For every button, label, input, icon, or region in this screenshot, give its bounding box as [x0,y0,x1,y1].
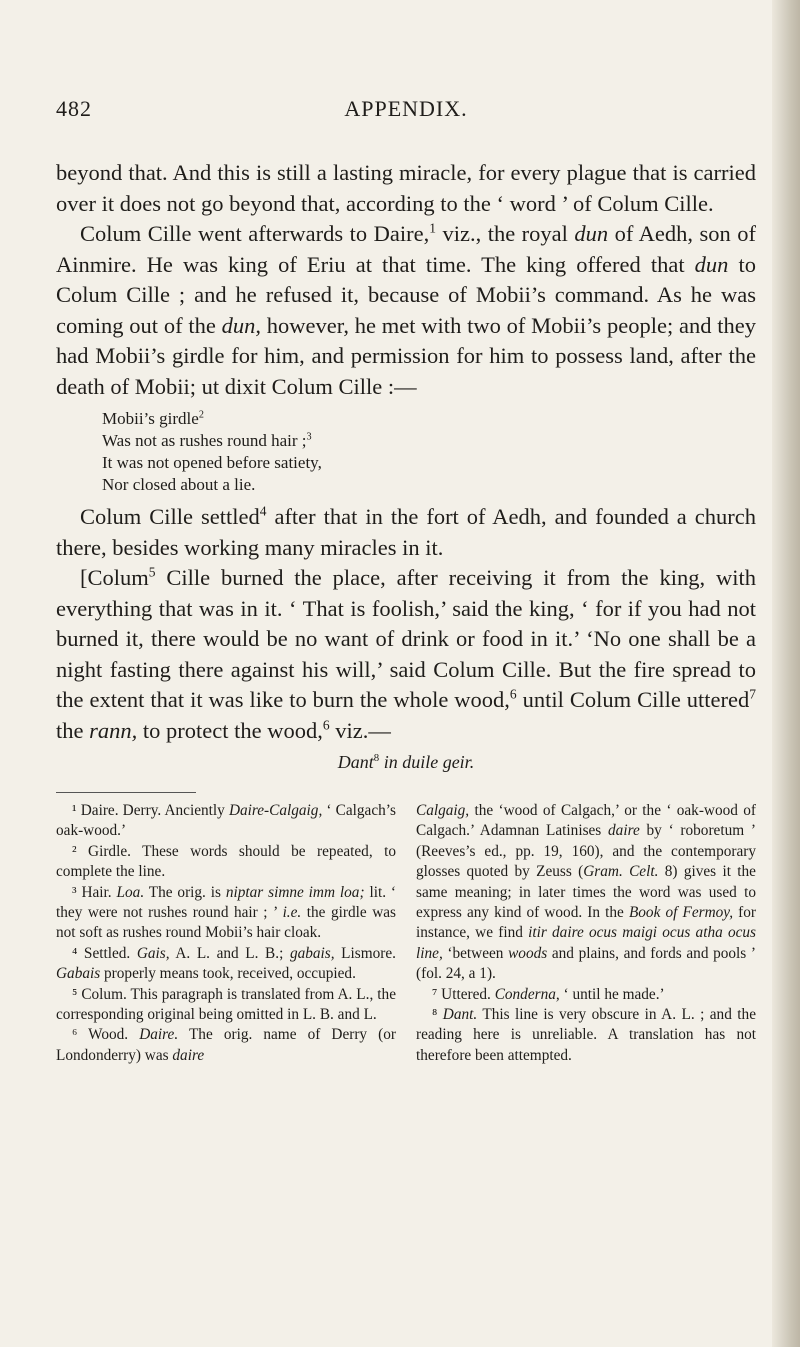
text-run: Was not as rushes round hair ; [102,431,307,450]
text-run: for instance, we find [416,904,756,942]
text-run: ‘between [442,944,509,962]
italic-term: woods [508,944,548,962]
footnote-ref: 2 [198,409,204,421]
footnote-ref: 8 [373,752,380,764]
text-run: The orig. is [144,883,226,901]
italic-term: dun, [221,312,261,338]
text-run: Colum Cille went afterwards to Daire, [80,221,430,246]
footnote-7 [416,985,756,1005]
footnote-1 [56,801,396,842]
text-run: in duile geir. [379,752,475,772]
verse-line: Nor closed about a lie. [102,475,256,494]
verse-line: It was not opened before satiety, [102,453,322,472]
text-run: ‘ until he made.’ [559,985,665,1003]
footnote-6-continued [416,801,756,985]
italic-term: Conderna, [494,985,560,1003]
footnote-ref: 6 [509,686,517,702]
italic-term: itir daire ocus maigi ocus atha ocus line, [416,924,756,962]
verse-quote [102,408,756,496]
text-run: [Colum [80,565,149,590]
text-run: ‘ Calgach’s oak-wood.’ [56,802,396,840]
italic-term: Gabais [56,965,101,983]
text-run: This line is very obscure in A. L. ; and the reading here is unreliable. A translation has not therefore been attempted. [416,1006,756,1064]
italic-term: Loa. [116,883,145,901]
text-run: until Colum Cille uttered [516,687,750,712]
footnote-ref: 5 [148,564,156,580]
italic-term: daire [608,822,640,840]
page-edge-shadow [772,0,800,1347]
text-run: to protect the wood, [137,717,323,743]
main-text [56,158,756,776]
verse-line [102,408,756,430]
footnote-ref: 7 [749,686,757,702]
text-run: ¹ Daire. Derry. Anciently [72,802,229,819]
text-run: of Aedh, son of Ainmire. He was king of Eriu at that time. The king offered that [56,221,756,277]
text-run: viz., the royal [435,221,575,246]
running-head: APPENDIX. [344,96,468,121]
italic-term: Dant. [442,1006,478,1024]
footnotes-right-column [416,801,756,1066]
text-run: the girdle was not soft as rushes round Mobii’s hair cloak. [56,904,396,942]
italic-term: dun [694,251,729,277]
text-run: after that in the fort of Aedh, and founded a church there, besides working many miracles in it. [56,504,756,560]
verse-fragment [56,748,756,776]
paragraph-4 [56,563,756,746]
text-run: viz.— [329,717,391,743]
text-run: Lismore. [334,944,396,962]
text-run: Mobii’s girdle [102,409,199,428]
italic-term: i.e. [282,904,302,922]
text-run: by ‘ roboretum ’ (Reeves’s ed., pp. 19, 160), and the contemporary glosses quoted by Zeuss ( [416,822,756,881]
footnote-5: ⁵ Colum. This paragraph is translated from A. L., the corresponding original being omitted in L. B. and L. [56,985,396,1024]
text-run: ³ Hair. [72,883,117,901]
text-run: ⁷ Uttered. [432,985,495,1003]
footnote-ref: 1 [429,220,436,236]
italic-term: niptar simne imm loa; [225,883,365,901]
text-run: Colum Cille settled [80,504,260,529]
footnotes-left-column [56,801,396,1066]
text-run: ⁸ [432,1006,443,1024]
text-run: A. L. and L. B.; [169,944,290,962]
italic-term: Calgaig, [416,802,470,819]
text-run: 8) gives it the same meaning; in later times the word was used to express any kind of wood. In the [416,863,756,922]
paragraph-2 [56,219,756,402]
footnote-6 [56,1025,396,1066]
italic-term: Gram. Celt. [583,863,659,881]
text-run: The orig. name of Derry (or Londonderry) was [56,1026,396,1064]
footnote-3 [56,883,396,944]
footnote-2: ² Girdle. These words should be repeated, to complete the line. [56,842,396,881]
book-page [56,0,756,1066]
paragraph-3 [56,502,756,563]
page-header [56,96,756,136]
italic-term: dun [574,221,609,246]
footnote-divider [56,792,196,793]
italic-term: Book of Fermoy, [628,904,734,922]
footnote-ref: 4 [259,503,267,519]
text-run: ⁶ Wood. [72,1026,140,1044]
text-run: the ‘wood of Calgach,’ or the ‘ oak-wood of Calgach.’ Adamnan Latinises [416,802,756,840]
text-run: however, he met with two of Mobii’s people; and they had Mobii’s girdle for him, and permission for him to possess land, after the death of Mobii; ut dixit Colum Cille :— [56,312,756,399]
footnote-8 [416,1005,756,1066]
text-run: Cille burned the place, after receiving it from the king, with everything that was in it. ‘ That is foolish,’ said the king, ‘ for if you had not burned it, there would be no want of drink or food in it.’ ‘No one shall be a night fasting there against his will,’ said Colum Cille. But the fire spread to the extent that it was like to burn the whole wood, [56,565,756,712]
paragraph-1: beyond that. And this is still a lasting miracle, for every plague that is carried over it does not go beyond that, according to the ‘ word ’ of Colum Cille. [56,160,756,216]
italic-term: daire [172,1046,205,1064]
text-run: the [56,717,90,743]
italic-term: Daire. [139,1026,179,1044]
footnotes [56,801,756,1066]
italic-term: gabais, [289,944,335,962]
italic-term: rann, [89,717,138,743]
text-run: ⁴ Settled. [72,944,137,962]
verse-line [102,430,756,452]
text-run: Dant [337,752,374,772]
page-number: 482 [56,96,92,121]
text-run: lit. ‘ they were not rushes round hair ; ’ [56,883,396,922]
italic-term: Gais, [136,944,170,962]
footnote-ref: 3 [306,431,312,443]
footnote-ref: 6 [322,717,330,732]
italic-term: Daire-Calgaig, [228,802,323,819]
footnote-4 [56,944,396,985]
text-run: and plains, and fords and pools ’ (fol. 24, a 1). [416,944,756,983]
text-run: properly means took, received, occupied. [100,965,356,983]
text-run: to Colum Cille ; and he refused it, because of Mobii’s command. As he was coming out of the [56,251,756,338]
